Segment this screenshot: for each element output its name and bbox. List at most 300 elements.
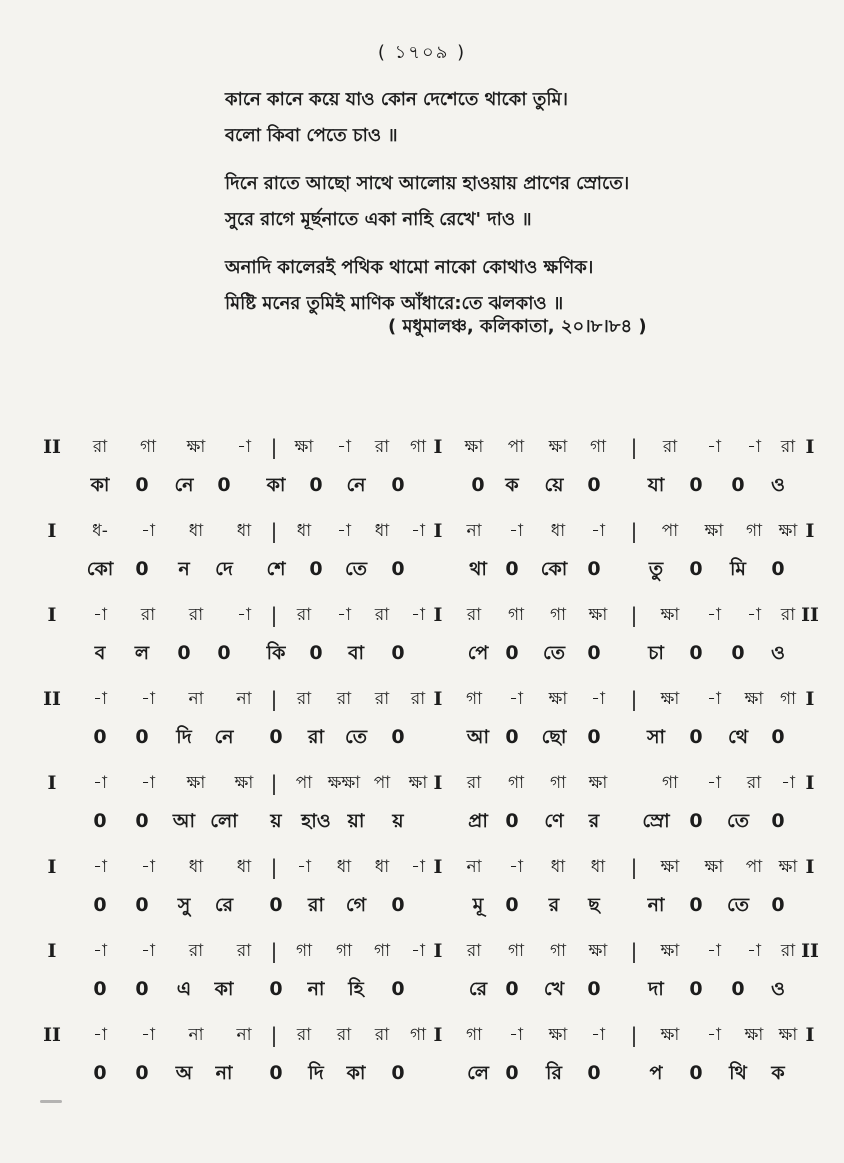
syllable: য়ে (544, 474, 564, 496)
syllable: দি (308, 1062, 324, 1084)
note: ক্ষা (660, 605, 680, 625)
note: রা (374, 437, 390, 457)
note: রা (466, 941, 482, 961)
syllable: 0 (587, 978, 601, 1000)
bar-line: | (270, 687, 278, 711)
note: গা (507, 773, 525, 793)
syllable: কা (346, 1062, 366, 1084)
measure-mark: I (805, 436, 815, 458)
note: -া (237, 437, 251, 457)
syllable: দি (176, 726, 192, 748)
note: ক্ষা (588, 605, 608, 625)
note: ধা (296, 521, 312, 541)
note: -া (237, 605, 251, 625)
note: রা (296, 1025, 312, 1045)
syllable: 0 (135, 894, 149, 916)
note: গা (409, 437, 427, 457)
syllable: 0 (689, 894, 703, 916)
note: -া (93, 1025, 107, 1045)
syllable: রা (308, 894, 324, 916)
lyric-line: বলো কিবা পেতে চাও ॥ (225, 125, 398, 146)
syllable: মি (730, 558, 746, 580)
syllable-row (38, 636, 818, 670)
note: -া (411, 521, 425, 541)
note: -া (141, 689, 155, 709)
syllable: 0 (689, 810, 703, 832)
syllable: দা (648, 978, 664, 1000)
note: ক্ষা (744, 689, 764, 709)
note: -া (411, 857, 425, 877)
note: -া (337, 521, 351, 541)
syllable: যা (647, 474, 665, 496)
syllable: হাও (301, 810, 331, 832)
note: ধা (188, 857, 204, 877)
syllable: 0 (93, 1062, 107, 1084)
note: -া (297, 857, 311, 877)
syllable: 0 (309, 474, 323, 496)
syllable: লে (467, 1062, 489, 1084)
note: গা (335, 941, 353, 961)
syllable: 0 (505, 558, 519, 580)
note: -া (93, 857, 107, 877)
syllable: 0 (771, 810, 785, 832)
syllable-row (38, 720, 818, 754)
swaralipi-row (38, 850, 818, 884)
syllable: প (649, 1062, 663, 1084)
syllable: 0 (689, 726, 703, 748)
bar-line: | (630, 519, 638, 543)
swaralipi-row (38, 1018, 818, 1052)
syllable: নে (214, 726, 234, 748)
notation-block (38, 850, 818, 934)
measure-mark: I (433, 940, 443, 962)
syllable: কা (266, 474, 286, 496)
note: -া (411, 605, 425, 625)
note: গা (589, 437, 607, 457)
note: ক্ষা (186, 773, 206, 793)
syllable: ক (771, 1062, 785, 1084)
note: পা (373, 773, 391, 793)
syllable: 0 (217, 474, 231, 496)
note: -া (707, 437, 721, 457)
note: রা (780, 941, 796, 961)
measure-mark: II (43, 1024, 61, 1046)
note: গা (549, 941, 567, 961)
bar-line: | (630, 435, 638, 459)
bar-line: | (630, 603, 638, 627)
syllable: তে (543, 642, 565, 664)
syllable: তু (648, 558, 664, 580)
syllable: গে (345, 894, 367, 916)
syllable: ন (178, 558, 190, 580)
note: -া (509, 521, 523, 541)
syllable: 0 (731, 642, 745, 664)
note: রা (188, 605, 204, 625)
note: ধা (550, 521, 566, 541)
syllable: য়া (347, 810, 365, 832)
syllable: 0 (93, 726, 107, 748)
syllable: 0 (731, 474, 745, 496)
syllable: তে (727, 894, 749, 916)
note: ক্ষা (778, 521, 798, 541)
measure-mark: I (47, 520, 57, 542)
syllable: সু (177, 894, 191, 916)
syllable: রা (308, 726, 324, 748)
note: রা (336, 1025, 352, 1045)
note: রা (374, 689, 390, 709)
syllable: রি (546, 1062, 562, 1084)
syllable: 0 (135, 726, 149, 748)
syllable: ও (771, 978, 785, 1000)
syllable: রে (214, 894, 234, 916)
note: -া (337, 437, 351, 457)
syllable: চা (648, 642, 664, 664)
syllable: ণে (544, 810, 564, 832)
note: রা (188, 941, 204, 961)
note: -া (141, 941, 155, 961)
syllable: তে (345, 558, 367, 580)
syllable: 0 (505, 978, 519, 1000)
syllable: 0 (689, 978, 703, 1000)
note: গা (507, 605, 525, 625)
note: -া (141, 1025, 155, 1045)
note: রা (92, 437, 108, 457)
syllable: 0 (135, 558, 149, 580)
measure-mark: I (805, 688, 815, 710)
note: রা (296, 605, 312, 625)
note: না (236, 1025, 252, 1045)
note: গা (465, 1025, 483, 1045)
note: -া (411, 941, 425, 961)
syllable: ও (771, 474, 785, 496)
syllable: আ (172, 810, 196, 832)
notation-block (38, 766, 818, 850)
note: ক্ষা (408, 773, 428, 793)
note: গা (745, 521, 763, 541)
note: রা (374, 1025, 390, 1045)
syllable: কা (90, 474, 110, 496)
note: ক্ষা (660, 941, 680, 961)
note: -া (781, 773, 795, 793)
note: না (466, 521, 482, 541)
note: ক্ষা (548, 437, 568, 457)
note: রা (336, 689, 352, 709)
note: পা (745, 857, 763, 877)
syllable: থে (727, 726, 749, 748)
note: ক্ষা (234, 773, 254, 793)
note: -া (707, 1025, 721, 1045)
lyrics-block (225, 82, 825, 322)
note: ধা (374, 521, 390, 541)
lyric-line: মিষ্টি মনের তুমিই মাণিক আঁধারে:তে ঝলকাও ॥ (225, 293, 564, 314)
note: ক্ষা (778, 1025, 798, 1045)
syllable: 0 (689, 558, 703, 580)
measure-mark: I (805, 772, 815, 794)
syllable: না (647, 894, 665, 916)
measure-mark: II (801, 940, 819, 962)
syllable: স্রো (642, 810, 670, 832)
note: ক্ষা (588, 941, 608, 961)
note: -া (747, 941, 761, 961)
syllable: 0 (135, 810, 149, 832)
measure-mark: I (805, 1024, 815, 1046)
note: ক্ষা (778, 857, 798, 877)
bar-line: | (630, 687, 638, 711)
note: পা (661, 521, 679, 541)
syllable: তে (727, 810, 749, 832)
syllable: 0 (269, 978, 283, 1000)
syllable: না (307, 978, 325, 1000)
note: -া (707, 689, 721, 709)
note: ধা (236, 521, 252, 541)
syllable-row (38, 804, 818, 838)
syllable: না (215, 1062, 233, 1084)
syllable: 0 (309, 558, 323, 580)
note: -া (93, 941, 107, 961)
syllable: 0 (391, 642, 405, 664)
note: -া (509, 689, 523, 709)
syllable: ছো (541, 726, 567, 748)
syllable: 0 (93, 810, 107, 832)
syllable: ছ (588, 894, 600, 916)
note: -া (141, 773, 155, 793)
syllable: এ (176, 978, 192, 1000)
note: ক্ষা (660, 857, 680, 877)
syllable: 0 (93, 894, 107, 916)
syllable: কো (540, 558, 568, 580)
syllable: তে (345, 726, 367, 748)
syllable: সা (646, 726, 666, 748)
note: ধা (374, 857, 390, 877)
note: গা (373, 941, 391, 961)
syllable: 0 (471, 474, 485, 496)
bar-line: | (270, 1023, 278, 1047)
note: -া (707, 941, 721, 961)
syllable: 0 (587, 726, 601, 748)
syllable: ক (505, 474, 519, 496)
note: ক্ষক্ষা (327, 773, 361, 793)
measure-mark: I (433, 604, 443, 626)
note: ধা (188, 521, 204, 541)
notation-block (38, 598, 818, 682)
syllable: কো (86, 558, 114, 580)
note: ক্ষা (294, 437, 314, 457)
syllable: য় (270, 810, 282, 832)
note: -া (93, 689, 107, 709)
syllable: র (588, 810, 600, 832)
syllable: 0 (391, 978, 405, 1000)
note: পা (507, 437, 525, 457)
syllable: 0 (505, 1062, 519, 1084)
syllable: 0 (309, 642, 323, 664)
measure-mark: I (433, 772, 443, 794)
swaralipi-row (38, 514, 818, 548)
note: গা (779, 689, 797, 709)
note: -া (591, 521, 605, 541)
syllable: 0 (135, 474, 149, 496)
syllable: য় (392, 810, 404, 832)
syllable: আ (466, 726, 490, 748)
syllable: কা (214, 978, 234, 1000)
swaralipi-row (38, 598, 818, 632)
swaralipi-row (38, 934, 818, 968)
syllable: থি (729, 1062, 747, 1084)
note: ক্ষা (660, 1025, 680, 1045)
note: গা (295, 941, 313, 961)
syllable: 0 (505, 642, 519, 664)
ink-smudge (40, 1100, 62, 1103)
syllable: র (548, 894, 560, 916)
note: না (188, 1025, 204, 1045)
note: ধা (590, 857, 606, 877)
stanza-gap (225, 154, 825, 166)
note: ক্ষা (464, 437, 484, 457)
note: রা (466, 773, 482, 793)
note: -া (707, 773, 721, 793)
note: গা (507, 941, 525, 961)
measure-mark: I (433, 688, 443, 710)
note: রা (410, 689, 426, 709)
syllable: খে (543, 978, 565, 1000)
note: গা (549, 773, 567, 793)
note: না (188, 689, 204, 709)
note: -া (93, 605, 107, 625)
note: ধা (336, 857, 352, 877)
lyric-line: দিনে রাতে আছো সাথে আলোয় হাওয়ায় প্রাণের স্রোতে। (225, 173, 630, 194)
measure-mark: I (433, 1024, 443, 1046)
measure-mark: I (805, 856, 815, 878)
note: ক্ষা (548, 1025, 568, 1045)
syllable: 0 (771, 894, 785, 916)
note: গা (549, 605, 567, 625)
syllable: কি (266, 642, 286, 664)
syllable: নে (174, 474, 194, 496)
bar-line: | (630, 1023, 638, 1047)
syllable: 0 (217, 642, 231, 664)
syllable: ল (134, 642, 150, 664)
note: গা (409, 1025, 427, 1045)
note: রা (374, 605, 390, 625)
note: -া (707, 605, 721, 625)
note: না (236, 689, 252, 709)
note: রা (780, 605, 796, 625)
note: ধা (236, 857, 252, 877)
syllable: 0 (587, 642, 601, 664)
syllable: ব (94, 642, 106, 664)
syllable: দে (215, 558, 233, 580)
measure-mark: I (47, 940, 57, 962)
syllable: 0 (391, 726, 405, 748)
syllable: 0 (587, 558, 601, 580)
note: -া (509, 857, 523, 877)
note: না (466, 857, 482, 877)
syllable: 0 (505, 810, 519, 832)
measure-mark: II (43, 688, 61, 710)
note: ক্ষা (704, 857, 724, 877)
note: ক্ষা (744, 1025, 764, 1045)
bar-line: | (630, 855, 638, 879)
note: ধ- (92, 521, 108, 541)
syllable: থা (469, 558, 487, 580)
syllable: 0 (269, 894, 283, 916)
note: রা (466, 605, 482, 625)
syllable: অ (175, 1062, 193, 1084)
syllable: 0 (135, 1062, 149, 1084)
notation-block (38, 934, 818, 1018)
syllable: নে (346, 474, 366, 496)
note: -া (747, 437, 761, 457)
bar-line: | (270, 855, 278, 879)
lyric-line: কানে কানে কয়ে যাও কোন দেশেতে থাকো তুমি। (225, 89, 568, 110)
note: -া (509, 1025, 523, 1045)
note: ক্ষা (660, 689, 680, 709)
note: -া (141, 521, 155, 541)
note: রা (140, 605, 156, 625)
syllable-row (38, 972, 818, 1006)
notation-block (38, 1018, 818, 1102)
syllable: 0 (135, 978, 149, 1000)
notation-block (38, 514, 818, 598)
note: -া (591, 1025, 605, 1045)
syllable: হি (348, 978, 364, 1000)
bar-line: | (270, 939, 278, 963)
note: রা (236, 941, 252, 961)
syllable-row (38, 468, 818, 502)
syllable: শে (266, 558, 286, 580)
syllable: 0 (587, 1062, 601, 1084)
syllable-row (38, 552, 818, 586)
syllable: 0 (587, 474, 601, 496)
syllable: 0 (505, 726, 519, 748)
syllable: 0 (269, 1062, 283, 1084)
notation-block (38, 682, 818, 766)
note: -া (747, 605, 761, 625)
note: ক্ষা (186, 437, 206, 457)
syllable: ও (771, 642, 785, 664)
syllable: 0 (269, 726, 283, 748)
bar-line: | (270, 603, 278, 627)
page-number: ( ১৭০৯ ) (377, 42, 467, 63)
syllable: 0 (689, 1062, 703, 1084)
notation-section (38, 430, 818, 1102)
measure-mark: I (805, 520, 815, 542)
bar-line: | (630, 939, 638, 963)
stanza-gap (225, 238, 825, 250)
note: ধা (550, 857, 566, 877)
syllable: পে (467, 642, 489, 664)
measure-mark: II (801, 604, 819, 626)
swaralipi-row (38, 682, 818, 716)
measure-mark: I (47, 856, 57, 878)
syllable-row (38, 888, 818, 922)
lyric-line: অনাদি কালেরই পথিক থামো নাকো কোথাও ক্ষণিক। (225, 257, 594, 278)
measure-mark: I (47, 604, 57, 626)
measure-mark: I (47, 772, 57, 794)
syllable: বা (347, 642, 365, 664)
swaralipi-row (38, 766, 818, 800)
measure-mark: I (433, 856, 443, 878)
note: ক্ষা (548, 689, 568, 709)
syllable: প্রা (468, 810, 488, 832)
note: রা (662, 437, 678, 457)
note: গা (661, 773, 679, 793)
note: গা (139, 437, 157, 457)
note: রা (746, 773, 762, 793)
note: -া (591, 689, 605, 709)
syllable: 0 (391, 474, 405, 496)
syllable: 0 (391, 894, 405, 916)
syllable: লো (210, 810, 238, 832)
